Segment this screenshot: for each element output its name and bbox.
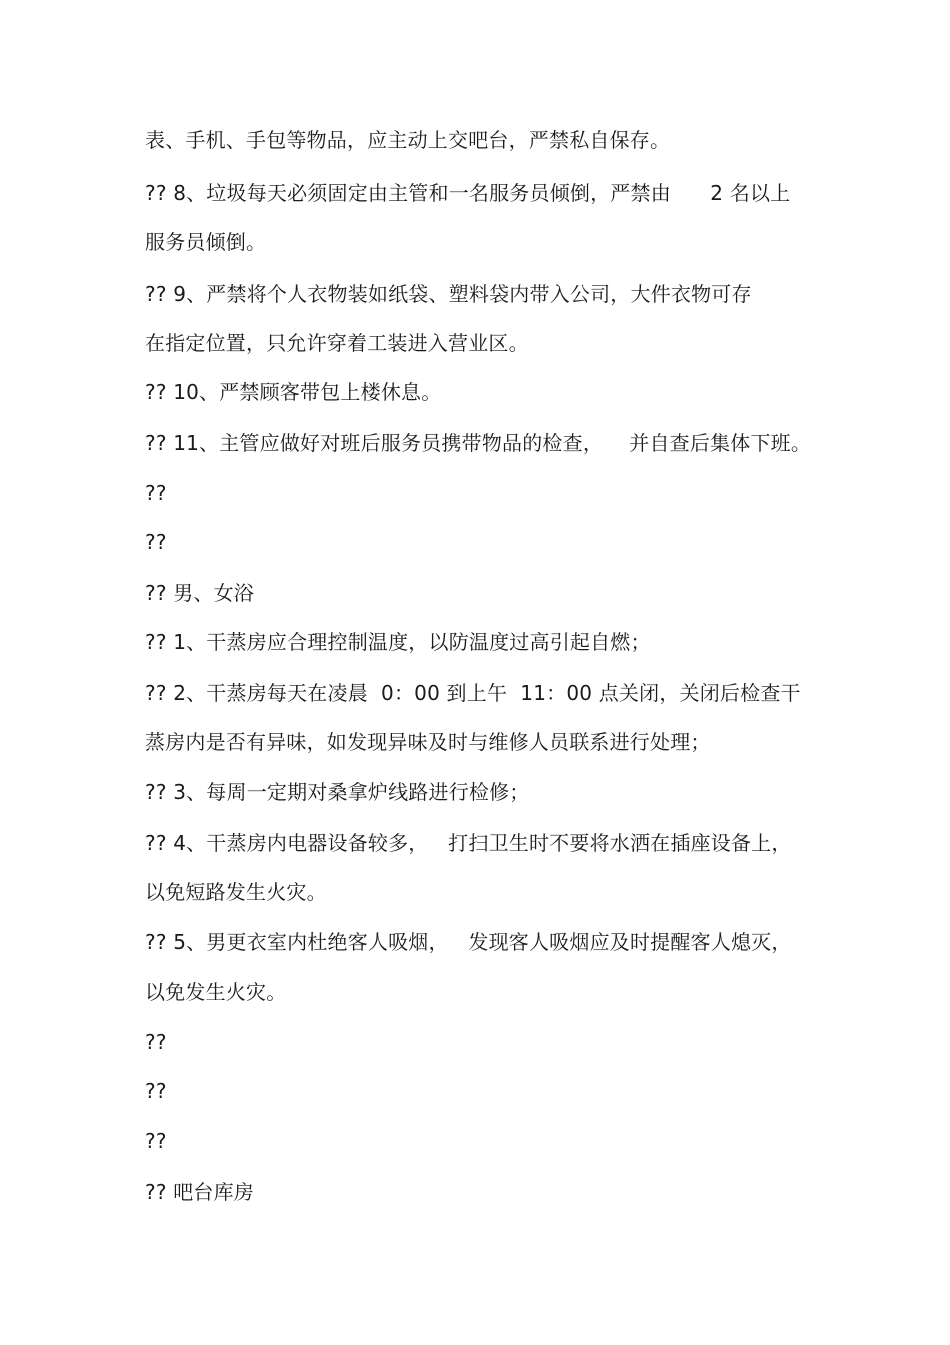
text-line: ??	[145, 530, 167, 554]
section-heading: ?? 吧台库房	[145, 1180, 254, 1204]
text-line: ??	[145, 481, 167, 505]
text-line: 服务员倾倒。	[145, 230, 267, 254]
text-line: ?? 11、主管应做好对班后服务员携带物品的检查， 并自查后集体下班。	[145, 431, 812, 455]
text-line: ?? 4、干蒸房内电器设备较多， 打扫卫生时不要将水洒在插座设备上，	[145, 831, 792, 855]
text-line: ?? 1、干蒸房应合理控制温度，以防温度过高引起自燃；	[145, 630, 651, 654]
text-line: ?? 8、垃圾每天必须固定由主管和一名服务员倾倒，严禁由 2 名以上	[145, 181, 791, 205]
text-line: 表、手机、手包等物品，应主动上交吧台，严禁私自保存。	[145, 128, 671, 152]
text-line: ?? 9、严禁将个人衣物装如纸袋、塑料袋内带入公司，大件衣物可存	[145, 282, 752, 306]
text-line: ?? 10、严禁顾客带包上楼休息。	[145, 380, 442, 404]
text-line: ?? 2、干蒸房每天在凌晨 0：00 到上午 11：00 点关闭，关闭后检查干	[145, 681, 801, 705]
text-line: ?? 5、男更衣室内杜绝客人吸烟， 发现客人吸烟应及时提醒客人熄灭，	[145, 930, 792, 954]
text-line: ?? 3、每周一定期对桑拿炉线路进行检修；	[145, 780, 530, 804]
text-line: 以免发生火灾。	[145, 980, 287, 1004]
text-line: 在指定位置，只允许穿着工装进入营业区。	[145, 331, 529, 355]
text-line: 蒸房内是否有异味，如发现异味及时与维修人员联系进行处理；	[145, 730, 711, 754]
text-line: ??	[145, 1079, 167, 1103]
text-line: ??	[145, 1129, 167, 1153]
section-heading: ?? 男、女浴	[145, 581, 254, 605]
text-line: ??	[145, 1030, 167, 1054]
text-line: 以免短路发生火灾。	[145, 880, 327, 904]
